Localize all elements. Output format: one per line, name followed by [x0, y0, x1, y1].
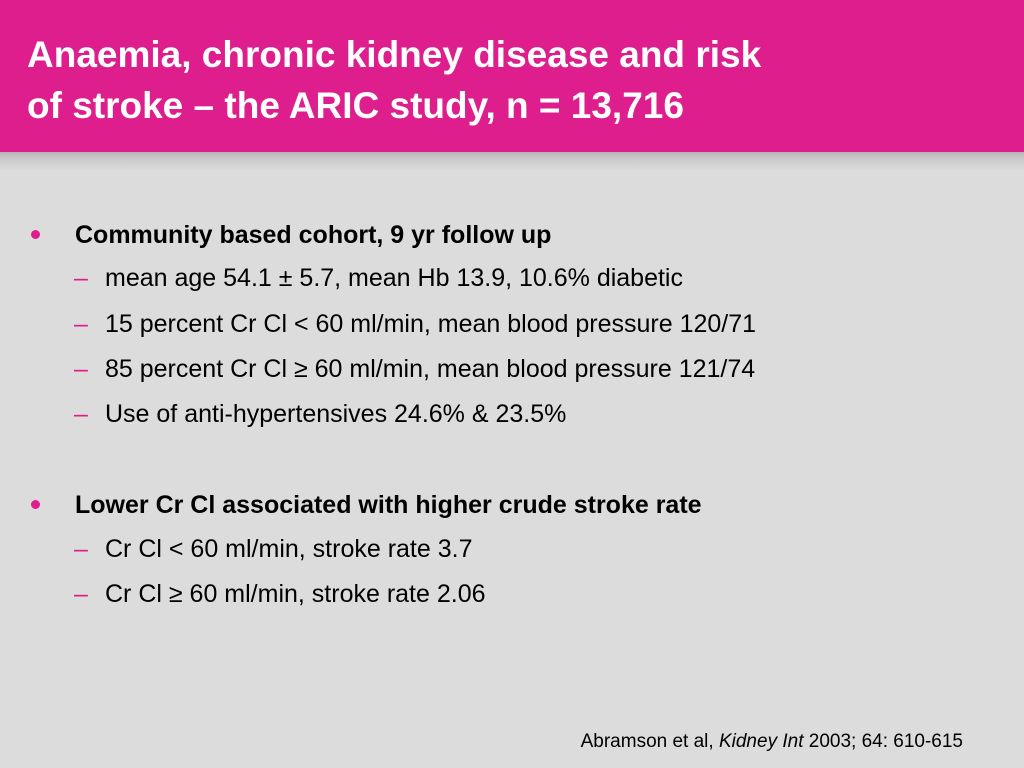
bullet-dot-icon: [31, 500, 40, 509]
slide-title-line-1: Anaemia, chronic kidney disease and risk: [27, 34, 762, 75]
citation: [581, 729, 963, 755]
dash-icon: –: [74, 400, 88, 428]
sub-item-text: Cr Cl ≥ 60 ml/min, stroke rate 2.06: [105, 580, 486, 608]
citation-authors: Abramson et al,: [580, 731, 714, 752]
slide-title: [27, 29, 761, 131]
bullet-text: Lower Cr Cl associated with higher crude stroke rate: [75, 491, 702, 519]
dash-icon: –: [74, 310, 88, 338]
citation-journal: Kidney Int: [718, 731, 804, 752]
title-shadow: [0, 152, 1024, 171]
sub-item-text: Use of anti-hypertensives 24.6% & 23.5%: [105, 400, 567, 428]
sub-item: [0, 530, 1024, 570]
citation-details: 2003; 64: 610-615: [808, 731, 963, 752]
sub-item-text: 85 percent Cr Cl ≥ 60 ml/min, mean blood pressure 121/74: [105, 355, 756, 383]
dash-icon: –: [74, 580, 88, 608]
sub-item-text: mean age 54.1 ± 5.7, mean Hb 13.9, 10.6% diabetic: [105, 264, 683, 292]
bullet-text: Community based cohort, 9 yr follow up: [75, 221, 552, 249]
sub-item-text: Cr Cl < 60 ml/min, stroke rate 3.7: [105, 535, 473, 563]
sub-item: [0, 305, 1024, 345]
title-bar: [0, 0, 1024, 152]
dash-icon: –: [74, 535, 88, 563]
bullet-dot-icon: [31, 230, 40, 239]
slide-title-line-2: of stroke – the ARIC study, n = 13,716: [27, 85, 684, 126]
sub-item: [0, 575, 1024, 615]
sub-item-text: 15 percent Cr Cl < 60 ml/min, mean blood pressure 120/71: [105, 310, 757, 338]
bullet-item-stroke-rate: [0, 486, 1024, 526]
dash-icon: –: [74, 264, 88, 292]
sub-item: [0, 259, 1024, 299]
dash-icon: –: [74, 355, 88, 383]
bullet-item-cohort: [0, 216, 1024, 256]
sub-item: [0, 350, 1024, 390]
sub-item: [0, 395, 1024, 435]
